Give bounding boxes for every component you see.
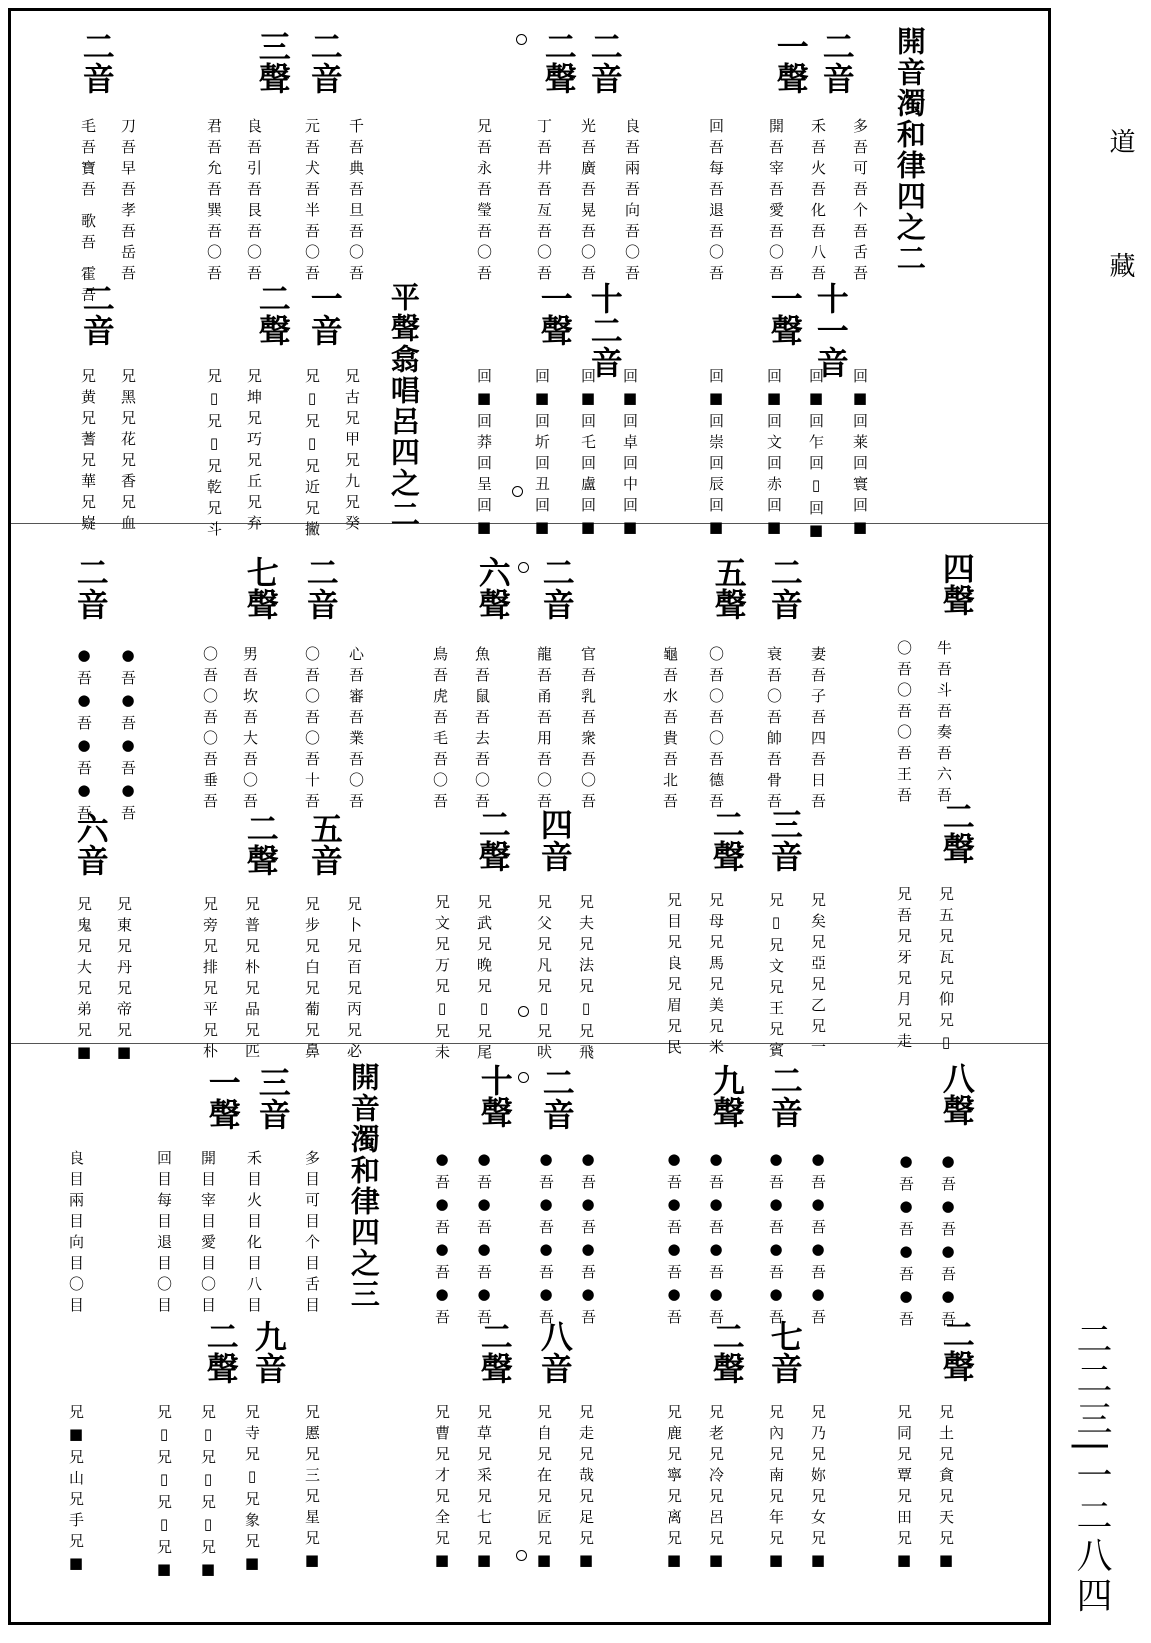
cell-column: 兄同兄覃兄田兄■ xyxy=(895,1404,913,1575)
column-heading: 二聲 xyxy=(937,800,976,864)
column-heading: 十聲 xyxy=(475,1064,514,1128)
cell-column: 回■回莱回寰回■ xyxy=(851,368,869,542)
cell-column: ●吾●吾●吾●吾 xyxy=(939,1152,957,1332)
column-heading: 十二音 xyxy=(585,282,624,378)
circle-mark xyxy=(516,34,527,45)
cell-column: 兄吾兄牙兄月兄走 xyxy=(895,886,913,1054)
column-heading: 二聲 xyxy=(253,282,292,346)
cell-column: 兄步兄白兄葡兄鼻 xyxy=(303,896,321,1064)
cell-column: 龍吾甬吾用吾〇吾 xyxy=(535,646,553,814)
cell-column: 兄老兄冷兄呂兄■ xyxy=(707,1404,725,1575)
column-heading: 十一音 xyxy=(811,282,850,378)
cell-column: ●吾●吾●吾●吾 xyxy=(75,646,93,826)
cell-column: 兄卜兄百兄丙兄必 xyxy=(345,896,363,1064)
cell-column: 回■回崇回辰回■ xyxy=(707,368,725,542)
cell-column: 兄鬼兄大兄弟兄■ xyxy=(75,896,93,1067)
column-heading: 二聲 xyxy=(241,812,280,876)
cell-column: 光吾廣吾晃吾〇吾 xyxy=(579,118,597,286)
cell-column: ●吾●吾●吾●吾 xyxy=(119,646,137,826)
cell-column: 兄黑兄花兄香兄血 xyxy=(119,368,137,536)
cell-column: 回■回圻回丑回■ xyxy=(533,368,551,542)
page-number: 二二三|一二八四 xyxy=(1071,1320,1112,1617)
cell-column: 兄五兄瓦兄仰兄▯ xyxy=(937,886,955,1057)
column-heading: 二音 xyxy=(537,1066,576,1130)
column-heading: 二音 xyxy=(765,1064,804,1128)
cell-column: ●吾●吾●吾●吾 xyxy=(767,1150,785,1330)
column-heading: 五音 xyxy=(305,812,344,876)
cell-column: 兄夫兄法兄▯兄飛 xyxy=(577,894,595,1065)
cell-column: 心吾審吾業吾〇吾 xyxy=(347,646,365,814)
column-heading: 一聲 xyxy=(765,282,804,346)
cell-column: 兄草兄采兄七兄■ xyxy=(475,1404,493,1575)
cell-column: 〇吾〇吾〇吾垂吾 xyxy=(201,646,219,814)
cell-column: 刀吾早吾孝吾岳吾 xyxy=(119,118,137,286)
cell-column: 回■回文回赤回■ xyxy=(765,368,783,542)
cell-column: 〇吾〇吾〇吾王吾 xyxy=(895,640,913,808)
cell-column: 多吾可吾个吾舌吾 xyxy=(851,118,869,286)
cell-column: 鳥吾虎吾毛吾〇吾 xyxy=(431,646,449,814)
column-heading: 二聲 xyxy=(539,30,578,94)
table-title-bottom: 開音濁和律四之三 xyxy=(346,1062,381,1310)
column-heading: 七聲 xyxy=(241,556,280,620)
column-heading: 二音 xyxy=(301,556,340,620)
cell-column: 〇吾〇吾〇吾十吾 xyxy=(303,646,321,814)
cell-column: ●吾●吾●吾●吾 xyxy=(537,1150,555,1330)
column-heading: 二音 xyxy=(817,30,856,94)
cell-column: ●吾●吾●吾●吾 xyxy=(433,1150,451,1330)
cell-column: 兄普兄朴兄品兄匹 xyxy=(243,896,261,1064)
cell-column: ●吾●吾●吾●吾 xyxy=(707,1150,725,1330)
cell-column: 兄坤兄巧兄丘兄弃 xyxy=(245,368,263,536)
cell-column: 丁吾井吾亙吾〇吾 xyxy=(535,118,553,286)
cell-column: 兄慝兄三兄星兄■ xyxy=(303,1404,321,1575)
cell-column: 魚吾鼠吾去吾〇吾 xyxy=(473,646,491,814)
column-heading: 八聲 xyxy=(937,1062,976,1126)
cell-column: 兄內兄南兄年兄■ xyxy=(767,1404,785,1575)
column-heading: 五聲 xyxy=(709,556,748,620)
cell-column: 回■回乇回盧回■ xyxy=(579,368,597,542)
circle-mark xyxy=(518,1072,529,1083)
section-divider-2 xyxy=(11,1043,1048,1044)
cell-column: 兄曹兄才兄全兄■ xyxy=(433,1404,451,1575)
cell-column: 妻吾子吾四吾日吾 xyxy=(809,646,827,814)
margin-label-dao: 道 xyxy=(1105,128,1135,154)
column-heading: 三音 xyxy=(765,808,804,872)
column-heading: 九音 xyxy=(249,1320,288,1384)
column-heading: 二聲 xyxy=(707,808,746,872)
column-heading: 三音 xyxy=(253,1066,292,1130)
cell-column: ●吾●吾●吾●吾 xyxy=(897,1152,915,1332)
cell-column: 兄黄兄蓍兄華兄嶷 xyxy=(79,368,97,536)
column-heading: 八音 xyxy=(535,1320,574,1384)
cell-column: 兄寺兄▯兄象兄■ xyxy=(243,1404,261,1578)
cell-column: ●吾●吾●吾●吾 xyxy=(809,1150,827,1330)
column-heading: 二聲 xyxy=(475,1320,514,1384)
column-heading: 二音 xyxy=(77,30,116,94)
column-heading: 四音 xyxy=(535,808,574,872)
cell-column: 兄父兄凡兄▯兄吠 xyxy=(535,894,553,1065)
cell-column: 回目每目退目〇目 xyxy=(155,1150,173,1318)
circle-mark xyxy=(518,562,529,573)
cell-column: 良吾引吾艮吾〇吾 xyxy=(245,118,263,286)
table-title-top: 開音濁和律四之二 xyxy=(892,26,927,274)
column-heading: 九聲 xyxy=(707,1064,746,1128)
cell-column: 兄武兄晚兄▯兄尾 xyxy=(475,894,493,1065)
column-heading: 六聲 xyxy=(473,556,512,620)
column-heading: 七音 xyxy=(765,1320,804,1384)
column-heading: 一聲 xyxy=(771,30,810,94)
cell-column: 開目宰目愛目〇目 xyxy=(199,1150,217,1318)
cell-column: 回■回莽回呈回■ xyxy=(475,368,493,542)
column-heading: 二聲 xyxy=(707,1320,746,1384)
cell-column: 兄鹿兄寧兄离兄■ xyxy=(665,1404,683,1575)
column-heading: 二音 xyxy=(71,556,110,620)
cell-column: 回吾每吾退吾〇吾 xyxy=(707,118,725,286)
cell-column: 良吾兩吾向吾〇吾 xyxy=(623,118,641,286)
cell-column: 牛吾斗吾奏吾六吾 xyxy=(935,640,953,808)
cell-column: 兄▯兄▯兄近兄撇 xyxy=(303,368,321,542)
cell-column: 衰吾〇吾帥吾骨吾 xyxy=(765,646,783,814)
column-heading: 二聲 xyxy=(937,1318,976,1382)
cell-column: 兄目兄良兄眉兄民 xyxy=(665,892,683,1060)
cell-column: 兄土兄貪兄天兄■ xyxy=(937,1404,955,1575)
column-heading: 六音 xyxy=(71,812,110,876)
column-heading: 一聲 xyxy=(535,282,574,346)
circle-mark xyxy=(516,1550,527,1561)
cell-column: ●吾●吾●吾●吾 xyxy=(665,1150,683,1330)
column-heading: 三聲 xyxy=(253,30,292,94)
cell-column: 兄▯兄▯兄▯兄■ xyxy=(155,1404,173,1584)
column-heading: 二聲 xyxy=(201,1320,240,1384)
cell-column: 兄乃兄妳兄女兄■ xyxy=(809,1404,827,1575)
cell-column: 君吾允吾巽吾〇吾 xyxy=(205,118,223,286)
cell-column: 多目可目个目舌目 xyxy=(303,1150,321,1318)
cell-column: 兄母兄馬兄美兄米 xyxy=(707,892,725,1060)
cell-column: 〇吾〇吾〇吾德吾 xyxy=(707,646,725,814)
cell-column: 兄走兄哉兄足兄■ xyxy=(577,1404,595,1575)
cell-column: 龜吾水吾貴吾北吾 xyxy=(661,646,679,814)
cell-column: 兄吾永吾瑩吾〇吾 xyxy=(475,118,493,286)
cell-column: 兄▯兄▯兄乾兄斗 xyxy=(205,368,223,542)
cell-column: 兄東兄丹兄帝兄■ xyxy=(115,896,133,1067)
column-heading: 二音 xyxy=(765,556,804,620)
cell-column: 兄古兄甲兄九兄癸 xyxy=(343,368,361,536)
column-heading: 二音 xyxy=(585,30,624,94)
column-heading: 一聲 xyxy=(203,1066,242,1130)
cell-column: 男吾坎吾大吾〇吾 xyxy=(241,646,259,814)
column-heading: 二聲 xyxy=(473,808,512,872)
column-heading: 一音 xyxy=(305,282,344,346)
cell-column: 官吾乳吾衆吾〇吾 xyxy=(579,646,597,814)
cell-column: 兄旁兄排兄平兄朴 xyxy=(201,896,219,1064)
cell-column: 元吾犬吾半吾〇吾 xyxy=(303,118,321,286)
column-heading: 二音 xyxy=(537,556,576,620)
circle-mark xyxy=(518,1006,529,1017)
cell-column: 兄文兄万兄▯兄未 xyxy=(433,894,451,1065)
cell-column: 禾吾火吾化吾八吾 xyxy=(809,118,827,286)
margin-label-cang: 藏 xyxy=(1105,252,1135,278)
circle-mark xyxy=(512,486,523,497)
cell-column: 禾目火目化目八目 xyxy=(245,1150,263,1318)
cell-column: 兄矣兄亞兄乙兄一 xyxy=(809,892,827,1060)
column-heading: 二音 xyxy=(77,282,116,346)
cell-column: 開吾宰吾愛吾〇吾 xyxy=(767,118,785,286)
column-heading: 四聲 xyxy=(937,552,976,616)
cell-column: ●吾●吾●吾●吾 xyxy=(475,1150,493,1330)
table-title-mid: 平聲翕唱呂四之二 xyxy=(386,282,421,530)
cell-column: 回■回乍回▯回■ xyxy=(807,368,825,545)
cell-column: 毛吾寶吾 歌吾 霍吾 xyxy=(79,118,97,308)
section-divider-1 xyxy=(11,523,1048,524)
cell-column: 兄自兄在兄匠兄■ xyxy=(535,1404,553,1575)
column-heading: 二音 xyxy=(305,30,344,94)
cell-column: 兄▯兄▯兄▯兄■ xyxy=(199,1404,217,1584)
cell-column: 千吾典吾旦吾〇吾 xyxy=(347,118,365,286)
cell-column: 兄■兄山兄手兄■ xyxy=(67,1404,85,1578)
cell-column: 兄▯兄文兄王兄賓 xyxy=(767,892,785,1063)
cell-column: 回■回卓回中回■ xyxy=(621,368,639,542)
cell-column: ●吾●吾●吾●吾 xyxy=(579,1150,597,1330)
cell-column: 良目兩目向目〇目 xyxy=(67,1150,85,1318)
